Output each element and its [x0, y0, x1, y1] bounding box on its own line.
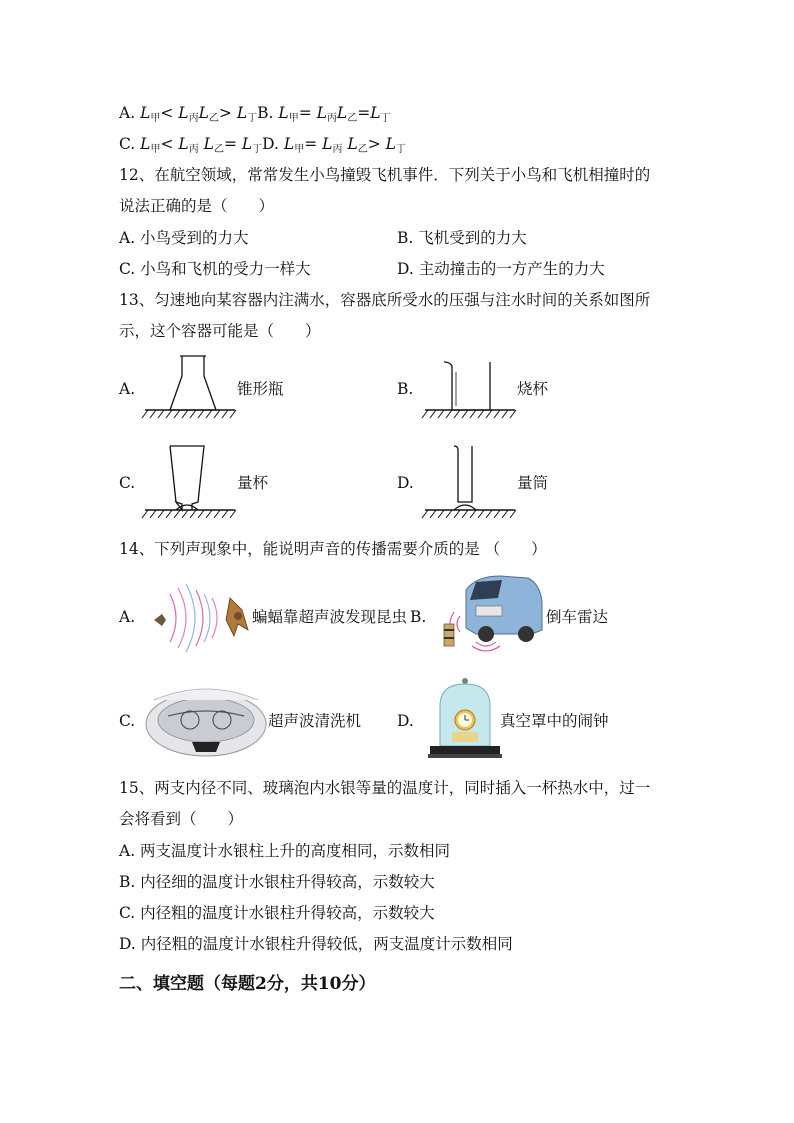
- q13-option-b-label: 烧杯: [517, 380, 549, 398]
- q15-option-d: D. 内径粗的温度计水银柱升得较低，两支温度计示数相同: [119, 935, 513, 953]
- q15-option-c: C. 内径粗的温度计水银柱升得较高，示数较大: [119, 904, 435, 922]
- q13-option-d-label: 量筒: [517, 474, 549, 492]
- q14-option-a-label: 蝙蝠靠超声波发现昆虫: [252, 608, 408, 626]
- q13-option-a-label: 锥形瓶: [237, 380, 284, 398]
- q13-stem-line1: 13、匀速地向某容器内注满水，容器底所受水的压强与注水时间的关系如图所: [119, 291, 651, 309]
- graduated-cylinder-figure: [420, 440, 520, 522]
- bell-jar-alarm-clock-figure: [426, 676, 504, 764]
- conical-flask-figure: [140, 350, 240, 426]
- q14-option-b-letter: B.: [410, 608, 427, 626]
- q11-option-cd: C. L甲< L丙 L乙= L丁D. L甲= L丙 L乙> L丁: [119, 135, 406, 155]
- q15-stem-line1: 15、两支内径不同、玻璃泡内水银等量的温度计，同时插入一杯热水中，过一: [119, 779, 651, 797]
- q12-option-d: D. 主动撞击的一方产生的力大: [397, 260, 605, 278]
- q13-option-c-label: 量杯: [237, 474, 269, 492]
- q14-option-c-label: 超声波清洗机: [268, 712, 362, 730]
- q12-stem-line1: 12、在航空领域，常常发生小鸟撞毁飞机事件．下列关于小鸟和飞机相撞时的: [119, 166, 651, 184]
- measuring-cup-figure: [140, 440, 240, 522]
- q13-stem-line2: 示，这个容器可能是（ ）: [119, 322, 321, 340]
- q13-option-a-letter: A.: [119, 380, 136, 398]
- q13-option-d-letter: D.: [397, 474, 414, 492]
- q14-option-d-label: 真空罩中的闹钟: [500, 712, 609, 730]
- q11-option-ab: A. L甲< L丙L乙> L丁B. L甲= L丙L乙=L丁: [119, 104, 391, 124]
- q14-option-a-letter: A.: [119, 608, 136, 626]
- q12-option-a: A. 小鸟受到的力大: [119, 229, 249, 247]
- beaker-figure: [420, 350, 520, 426]
- q14-stem: 14、下列声现象中，能说明声音的传播需要介质的是 （ ）: [119, 540, 547, 558]
- q15-option-b: B. 内径细的温度计水银柱升得较高，示数较大: [119, 873, 435, 891]
- ultrasonic-cleaner-figure: [144, 680, 268, 760]
- q12-stem-line2: 说法正确的是（ ）: [119, 197, 275, 215]
- q13-option-c-letter: C.: [119, 474, 136, 492]
- q12-option-c: C. 小鸟和飞机的受力一样大: [119, 260, 311, 278]
- q13-option-b-letter: B.: [397, 380, 414, 398]
- q15-stem-line2: 会将看到（ ）: [119, 810, 244, 828]
- car-reversing-radar-figure: [436, 572, 544, 656]
- bat-ultrasound-figure: [150, 580, 254, 656]
- q14-option-c-letter: C.: [119, 712, 136, 730]
- q14-option-d-letter: D.: [397, 712, 414, 730]
- q12-option-b: B. 飞机受到的力大: [397, 229, 527, 247]
- section-2-heading: 二、填空题（每题2分，共10分）: [119, 974, 376, 994]
- q15-option-a: A. 两支温度计水银柱上升的高度相同，示数相同: [119, 842, 451, 860]
- q14-option-b-label: 倒车雷达: [546, 608, 609, 626]
